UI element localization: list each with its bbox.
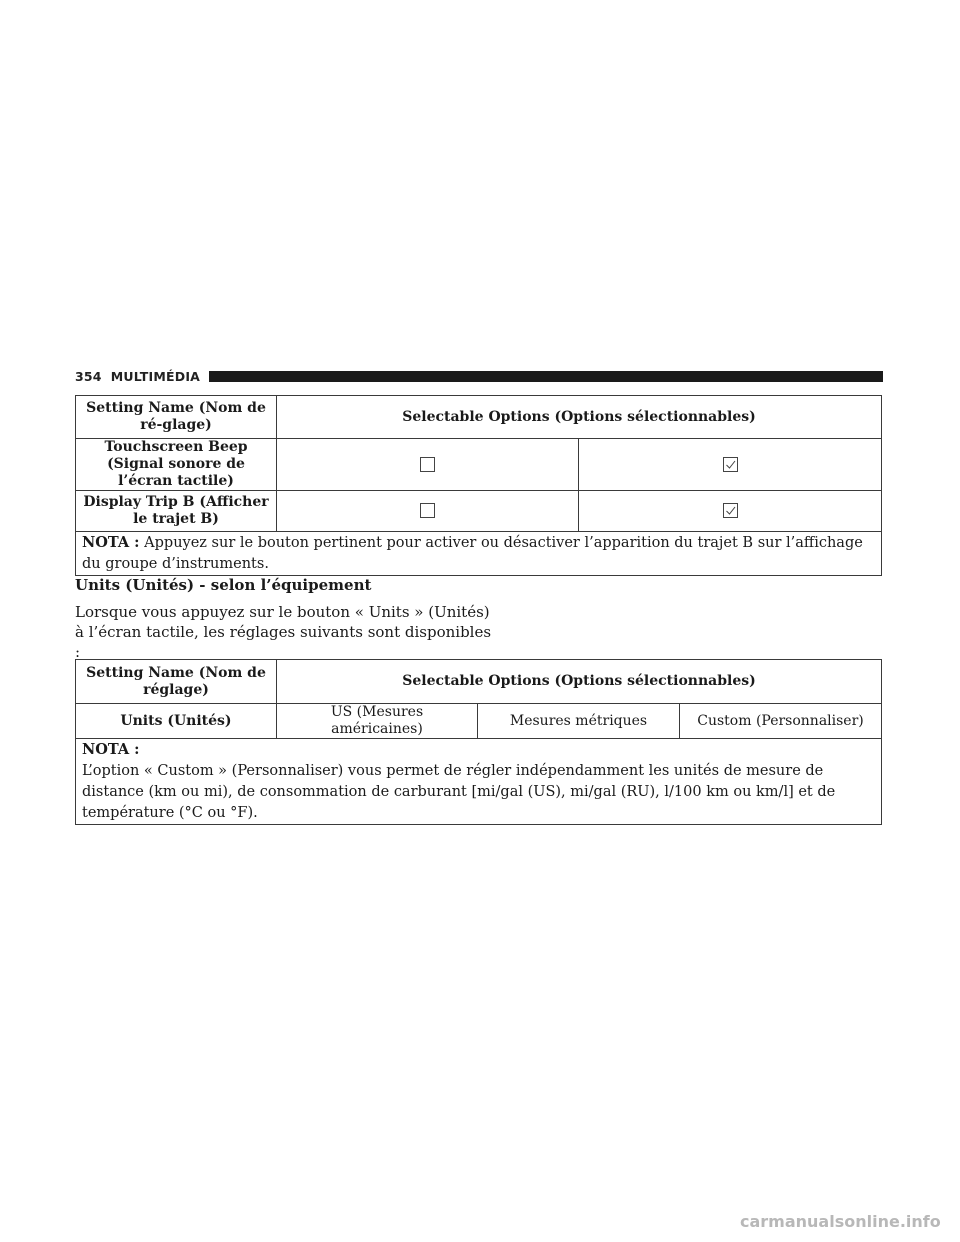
column-header-selectable-options: Selectable Options (Options sélectionnables) [277, 396, 882, 439]
setting-name-units: Units (Unités) [76, 704, 277, 739]
unchecked-box-icon[interactable] [420, 503, 435, 518]
table-row [76, 704, 882, 739]
touchscreen-beep-on-option[interactable] [579, 439, 882, 491]
checked-box-icon[interactable] [723, 503, 738, 518]
note-label: NOTA : [82, 741, 140, 758]
table-header-row [76, 396, 882, 439]
table-note-row [76, 532, 882, 576]
display-trip-b-on-option[interactable] [579, 491, 882, 532]
column-header-setting-name: Setting Name (Nom de ré-glage) [76, 396, 277, 439]
beep-settings-table [75, 395, 882, 576]
note-text: Appuyez sur le bouton pertinent pour activer ou désactiver l’apparition du trajet B sur l’affichage du groupe d’instruments. [82, 535, 863, 572]
column-header-selectable-options: Selectable Options (Options sélectionnables) [277, 660, 882, 704]
column-header-setting-name: Setting Name (Nom de réglage) [76, 660, 277, 704]
display-trip-b-off-option[interactable] [277, 491, 579, 532]
page-header [75, 366, 883, 386]
unchecked-box-icon[interactable] [420, 457, 435, 472]
watermark: carmanualsonline.info [740, 1212, 941, 1231]
header-rule [209, 371, 883, 382]
table-header-row [76, 660, 882, 704]
units-intro-paragraph: Lorsque vous appuyez sur le bouton « Units » (Unités) à l’écran tactile, les réglages suivants sont disponibles : [75, 603, 492, 661]
checked-box-icon[interactable] [723, 457, 738, 472]
setting-name-touchscreen-beep: Touchscreen Beep (Signal sonore de l’écran tactile) [76, 439, 277, 491]
table-row [76, 439, 882, 491]
note-text: L’option « Custom » (Personnaliser) vous permet de régler indépendamment les unités de mesure de distance (km ou mi), de consommation de carburant [mi/gal (US), mi/gal (RU), l/100 km ou km/l] et de température (°C ou °F). [82, 763, 836, 821]
units-option-custom[interactable]: Custom (Personnaliser) [680, 704, 882, 739]
table-row [76, 491, 882, 532]
units-settings-table [75, 659, 882, 825]
units-section-heading: Units (Unités) - selon l’équipement [75, 576, 372, 594]
note-cell [76, 739, 882, 825]
note-cell [76, 532, 882, 576]
table-note-row [76, 739, 882, 825]
setting-name-display-trip-b: Display Trip B (Afficher le trajet B) [76, 491, 277, 532]
units-option-us[interactable]: US (Mesures américaines) [277, 704, 478, 739]
touchscreen-beep-off-option[interactable] [277, 439, 579, 491]
section-title: MULTIMÉDIA [110, 368, 201, 384]
units-option-metric[interactable]: Mesures métriques [478, 704, 680, 739]
note-label: NOTA : [82, 534, 140, 551]
page-number: 354 [75, 368, 102, 384]
